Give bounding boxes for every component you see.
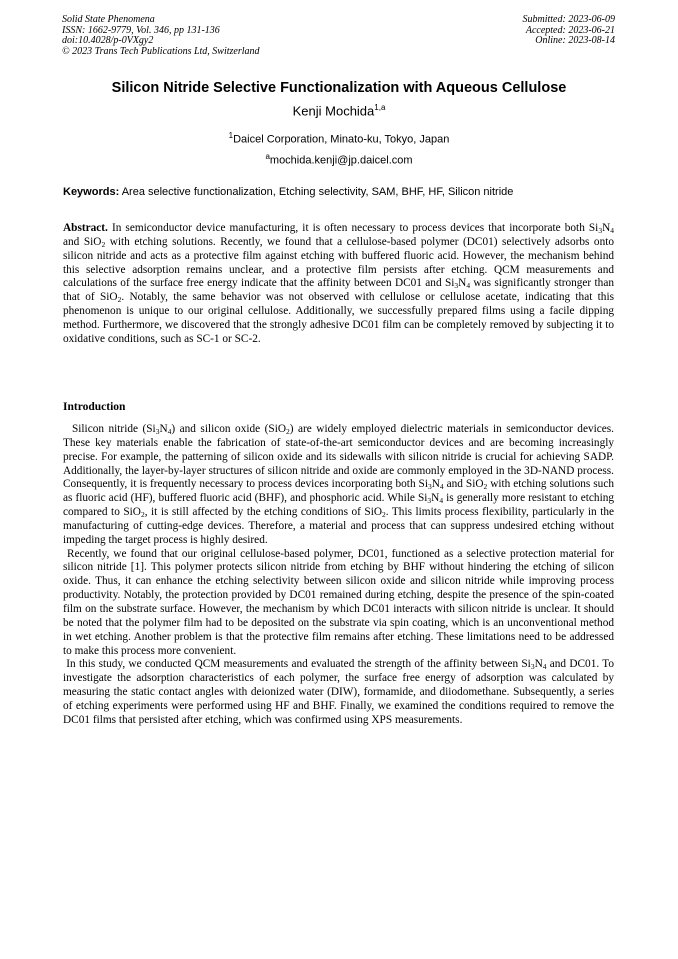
section-heading: Introduction bbox=[63, 401, 126, 413]
subscript: 2 bbox=[382, 510, 386, 520]
introduction-body bbox=[63, 423, 614, 728]
author-name: Kenji Mochida bbox=[292, 103, 375, 119]
intro-text: . This limits process flexibility, particularly in the manufacturing of cutting-edge devices. Therefore, a material and process that can suppress undesired etching without impeding the target process is highly desired. bbox=[63, 506, 614, 546]
subscript: 4 bbox=[439, 482, 444, 492]
intro-paragraph-3: In this study, we conducted QCM measurements and evaluated the strength of the affinity between $Si_3N_4$ and DC01. To investigate the adsorption characteristics of each polymer, the surface free energy of adsorption was calculated by measuring the static contact angles with deionized water (DIW), formamide, and diiodomethane. Subsequently, a series of etching experiments were performed using HF and BHF. Finally, we examined the conditions required to remove the DC01 films that persisted after etching, which was confirmed using XPS measurements. bbox=[63, 658, 614, 726]
author bbox=[0, 103, 678, 118]
subscript: 3 bbox=[427, 496, 432, 506]
keywords-label: Keywords: bbox=[63, 186, 120, 198]
intro-text: is generally more resistant to etching compared to SiO bbox=[63, 492, 615, 519]
intro-text: In this study, we conducted QCM measurements and evaluated the strength of the affinity between Si bbox=[66, 658, 531, 671]
subscript: 2 bbox=[101, 239, 106, 249]
affiliation-text: Daicel Corporation, Minato-ku, Tokyo, Japan bbox=[233, 133, 450, 146]
keywords-text: Area selective functionalization, Etching selectivity, SAM, BHF, HF, Silicon nitride bbox=[121, 186, 514, 198]
intro-paragraph-2 bbox=[63, 548, 614, 659]
abstract-text: with etching solutions. Recently, we found that a cellulose-based polymer (DC01) selectively adsorbs onto silicon nitride and acts as a protective film against etching with buffered fluoric acid. However, the mechanism behind this selective adsorption remains unclear, and a protective film persists after etching. QCM measurements and calculations of the surface free energy indicate that the affinity between DC01 and Si bbox=[63, 235, 615, 290]
affiliation bbox=[0, 131, 678, 146]
intro-text: and DC01. To investigate the adsorption characteristics of each polymer, the surface free energy of adsorption was calculated by measuring the static contact angles with deionized water (DIW), formamide, and diiodomethane. Subsequently, a series of etching experiments were performed using HF and BHF. Finally, we examined the conditions required to remove the DC01 films that persisted after etching, which was confirmed using XPS measurements. bbox=[63, 658, 614, 726]
intro-paragraph-1: Silicon nitride $(Si_3N_4)$ and silicon oxide (SiO$_2$) are widely employed dielectric materials in semiconductor devices. These key materials enable the fabrication of state-of-the-art semiconductor devices and are becoming increasingly precise. For example, the patterning of silicon oxide and its sidewalls with silicon nitride is crucial for achieving SADP. Additionally, the layer-by-layer structures of silicon nitride and oxide are commonly employed in the 3D-NAND process. Consequently, it is frequently necessary to process devices incorporating both $Si_3N_4$ and SiO$_2$ with etching solutions such as fluoric acid (HF), buffered fluoric acid (BHF), and phosphoric acid. While $Si_3N_4$ is generally more resistant to etching compared to SiO$_2$, it is still affected by the etching conditions of SiO$_2$. This limits process flexibility, particularly in the manufacturing of cutting-edge devices. Therefore, a material and process that can suppress undesired etching without impeding the target process is highly desired. bbox=[63, 423, 615, 546]
abstract-text: . Notably, the same behavior was not observed with cellulose or cellulose acetate, indicating that this phenomenon is unique to our original cellulose. Additionally, we successfully prepared films using a facile dipping method. Furthermore, we discovered that the strongly adhesive DC01 film can be completely removed by subjecting it to oxidative conditions, such as SC-1 or SC-2. bbox=[63, 291, 614, 345]
author-sup: 1,a bbox=[374, 103, 386, 112]
subscript: 3 bbox=[454, 281, 459, 291]
author-email bbox=[0, 152, 678, 167]
abstract: Abstract. In semiconductor device manufacturing, it is often necessary to process devices that incorporate both $Si_3N_4$ and SiO$_2$ with etching solutions. Recently, we found that a cellulose-based polymer (DC01) selectively adsorbs onto silicon nitride and acts as a protective film against etching with buffered fluoric acid. However, the mechanism behind this selective adsorption remains unclear, and a protective film persists after etching. QCM measurements and calculations of the surface free energy indicate that the affinity between DC01 and $Si_3N_4$ was significantly stronger than that of SiO$_2$. Notably, the same behavior was not observed with cellulose or cellulose acetate, indicating that this phenomenon is unique to our original cellulose. Additionally, we successfully prepared films using a facile dipping method. Furthermore, we discovered that the strongly adhesive DC01 film can be completely removed by subjecting it to oxidative conditions, such as SC-1 or SC-2. bbox=[63, 222, 615, 345]
intro-text: Silicon nitride (Si bbox=[72, 423, 156, 435]
doi: doi:10.4028/p-0VXgy2 bbox=[62, 35, 154, 46]
subscript: 3 bbox=[530, 662, 535, 672]
subscript: 3 bbox=[155, 427, 160, 436]
subscript: 4 bbox=[610, 226, 614, 235]
subscript: 2 bbox=[483, 482, 488, 492]
journal-name: Solid State Phenomena bbox=[62, 14, 155, 25]
accepted-date: Accepted: 2023-06-21 bbox=[525, 24, 615, 36]
subscript: 4 bbox=[439, 496, 444, 506]
abstract-text: and SiO bbox=[63, 235, 102, 248]
email-sup: a bbox=[265, 152, 270, 161]
keywords bbox=[63, 186, 615, 198]
issn: ISSN: 1662-9779, Vol. 346, pp 131-136 bbox=[62, 24, 220, 36]
email-text: mochida.kenji@jp.daicel.com bbox=[269, 154, 413, 167]
subscript: 2 bbox=[286, 427, 290, 436]
subscript: 4 bbox=[167, 427, 172, 436]
abstract-text: was significantly stronger than that of SiO bbox=[63, 277, 614, 304]
abstract-text: In semiconductor device manufacturing, it is often necessary to process devices that incorporate both Si bbox=[107, 222, 599, 234]
subscript: 2 bbox=[117, 295, 122, 305]
copyright: © 2023 Trans Tech Publications Ltd, Switzerland bbox=[62, 45, 260, 57]
subscript: 3 bbox=[598, 226, 603, 235]
dates-header bbox=[523, 15, 616, 47]
subscript: 4 bbox=[542, 662, 547, 672]
abstract-label: Abstract. bbox=[63, 222, 108, 234]
subscript: 4 bbox=[466, 281, 471, 291]
intro-text: and SiO bbox=[443, 478, 484, 491]
paper-title: Silicon Nitride Selective Functionalization with Aqueous Cellulose bbox=[111, 80, 567, 96]
subscript: 3 bbox=[427, 482, 432, 492]
online-date: Online: 2023-08-14 bbox=[535, 35, 615, 46]
affiliation-sup: 1 bbox=[228, 131, 234, 140]
submitted-date: Submitted: 2023-06-09 bbox=[522, 14, 615, 25]
subscript: 2 bbox=[140, 510, 145, 520]
intro-text: ) are widely employed dielectric materials in semiconductor devices. These key materials enable the fabrication of state-of-the-art semiconductor devices and are becoming increasingly precise. For example, the patterning of silicon oxide and its sidewalls with silicon nitride is crucial for achieving SADP. Additionally, the layer-by-layer structures of silicon nitride and oxide are commonly employed in the 3D-NAND process. Consequently, it is frequently necessary to process devices incorporating both Si bbox=[63, 423, 614, 491]
journal-header bbox=[62, 15, 260, 57]
intro-text: , it is still affected by the etching conditions of SiO bbox=[144, 506, 383, 519]
intro-text: with etching solutions such as fluoric acid (HF), buffered fluoric acid (BHF), and phosphoric acid. While Si bbox=[63, 478, 614, 505]
intro-text: Recently, we found that our original cellulose-based polymer, DC01, functioned as a selective protection material for silicon nitride [1]. This polymer protects silicon nitride from etching by BHF without hindering the etching of silicon oxide. Thus, it can enhance the etching selectivity between silicon oxide and silicon nitride while improving process productivity. Notably, the protection provided by DC01 remained during etching, despite the presence of the spin-coated film on the substrate surface. However, the mechanism by which DC01 interacts with silicon nitride is unclear. It should be noted that the polymer film had to be deposited on the substrate via spin coating, which is an unconventional method in wet etching. Another problem is that the protective film remains after etching. These limitations need to be addressed to make this process more convenient. bbox=[63, 547, 615, 657]
intro-text: ) and silicon oxide (SiO bbox=[171, 423, 286, 435]
